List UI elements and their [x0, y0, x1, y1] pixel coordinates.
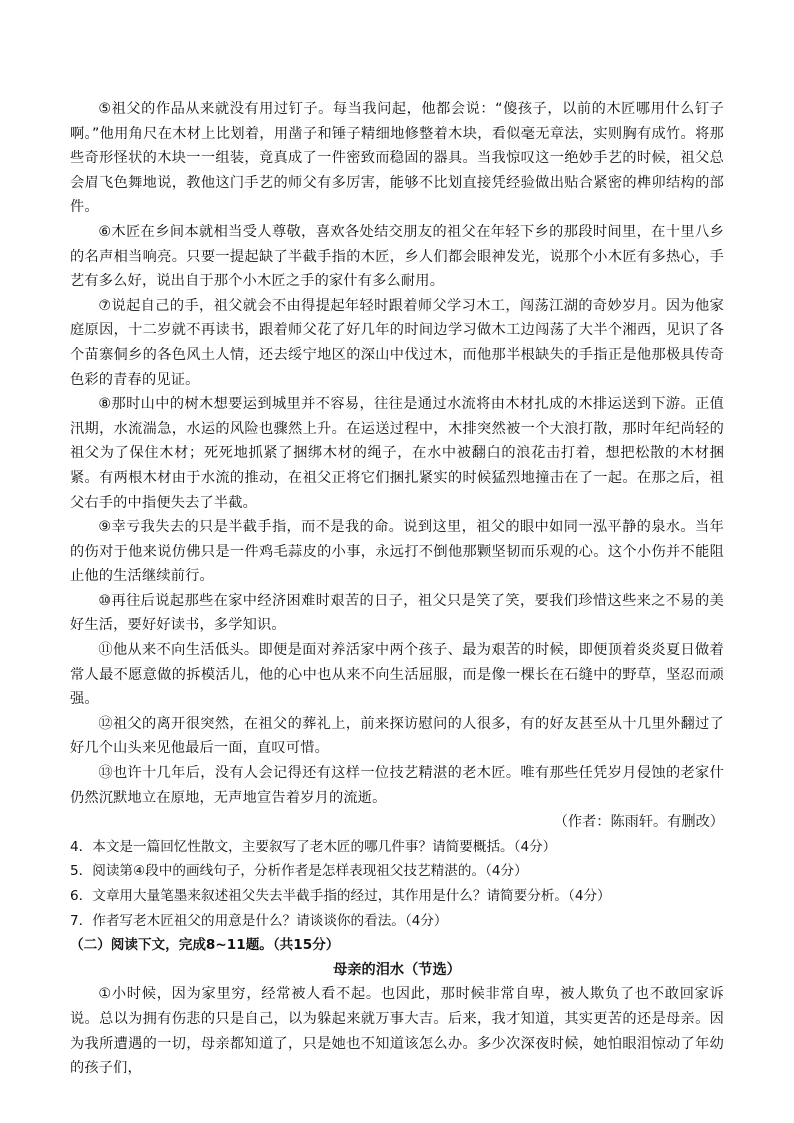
paragraph-6: ⑥木匠在乡间本就相当受人尊敬，喜欢各处结交朋友的祖父在年轻下乡的那段时间里，在十里八乡的名声相当响亮。只要一提起缺了半截手指的木匠，乡人们都会眼神发光，说那个小木匠有多热心，手艺有多么好，说出自于那个小木匠之手的家什有多么耐用。 [70, 223, 724, 290]
question-7: 7．作者写老木匠祖父的用意是什么？请谈谈你的看法。（4分） [70, 912, 448, 929]
paragraph-9: ⑨幸亏我失去的只是半截手指，而不是我的命。说到这里，祖父的眼中如同一泓平静的泉水。当年的伤对于他来说仿佛只是一件鸡毛蒜皮的小事，永远打不倒他那颗坚韧而乐观的心。这个小伤并不能阻止他的生活继续前行。 [70, 519, 724, 585]
paragraph-11: ⑪他从来不向生活低头。即便是面对养活家中两个孩子、最为艰苦的时候，即便顶着炎炎夏日做着常人最不愿意做的拆模活儿，他的心中也从来不向生活屈服，而是像一棵长在石缝中的野草，坚忍而顽强。 [70, 642, 724, 708]
paragraph-10: ⑩再往后说起那些在家中经济困难时艰苦的日子，祖父只是笑了笑，要我们珍惜这些来之不易的美好生活，要好好读书，多学知识。 [70, 592, 724, 634]
paragraph-13: ⑬也许十几年后，没有人会记得还有这样一位技艺精湛的老木匠。唯有那些任凭岁月侵蚀的老家什仍然沉默地立在原地，无声地宣告着岁月的流逝。 [70, 765, 724, 806]
author-attribution: （作者：陈雨轩。有删改） [553, 814, 724, 831]
document-content [70, 97, 724, 1081]
paragraph-1: ①小时候，因为家里穷，经常被人看不起。也因此，那时候非常自卑，被人欺负了也不敢回家诉说。总以为拥有伤悲的只是自己，以为躲起来就万事大吉。后来，我才知道，其实更苦的还是母亲。因为我所遭遇的一切，母亲都知道了，只是她也不知道该怎么办。多少次深夜时候，她怕眼泪惊动了年幼的孩子们， [70, 986, 724, 1077]
paragraph-7: ⑦说起自己的手，祖父就会不由得提起年轻时跟着师父学习木工，闯荡江湖的奇妙岁月。因为他家庭原因，十二岁就不再读书，跟着师父花了好几年的时间边学习做木工边闯荡了大半个湘西，见识了各个苗寨侗乡的各色风土人情，还去绥宁地区的深山中伐过木，而他那半根缺失的手指正是他那极具传奇色彩的青春的见证。 [70, 297, 724, 388]
paragraph-8: ⑧那时山中的树木想要运到城里并不容易，往往是通过水流将由木材扎成的木排运送到下游。正值汛期，水流湍急，水运的风险也骤然上升。在运送过程中，木排突然被一个大浪打散，那时年纪尚轻的祖父为了保住木材；死死地抓紧了捆绑木材的绳子，在水中被翻白的浪花击打着，想把松散的木材捆紧。有两根木材由于水流的推动，在祖父正将它们捆扎紧实的时候猛烈地撞击在了一起。在那之后，祖父右手的中指便失去了半截。 [70, 396, 724, 511]
paragraph-5: ⑤祖父的作品从来就没有用过钉子。每当我问起，他都会说：“傻孩子，以前的木匠哪用什么钉子啊。”他用角尺在木材上比划着，用凿子和锤子精细地修整着木块，看似毫无章法，实则胸有成竹。将那些奇形怪状的木块一一组装，竟真成了一件密致而稳固的器具。当我惊叹这一绝妙手艺的时候，祖父总会眉飞色舞地说，教他这门手艺的师父有多厉害，能够不比划直接凭经验做出贴合紧密的榫卯结构的部件。 [70, 101, 724, 216]
paragraph-12: ⑫祖父的离开很突然，在祖父的葬礼上，前来探访慰问的人很多，有的好友甚至从十几里外翻过了好几个山头来见他最后一面，直叹可惜。 [70, 715, 724, 757]
question-6: 6．文章用大量笔墨来叙述祖父失去半截手指的经过，其作用是什么？请简要分析。（4分） [70, 888, 611, 904]
article-title: 母亲的泪水（节选） [333, 961, 461, 978]
section-heading: （二）阅读下文，完成8~11题。（共15分） [70, 937, 340, 954]
question-4: 4．本文是一篇回忆性散文，主要叙写了老木匠的哪几件事？请简要概括。（4分） [70, 838, 557, 855]
question-5: 5．阅读第④段中的画线句子，分析作者是怎样表现祖父技艺精湛的。（4分） [70, 863, 528, 880]
